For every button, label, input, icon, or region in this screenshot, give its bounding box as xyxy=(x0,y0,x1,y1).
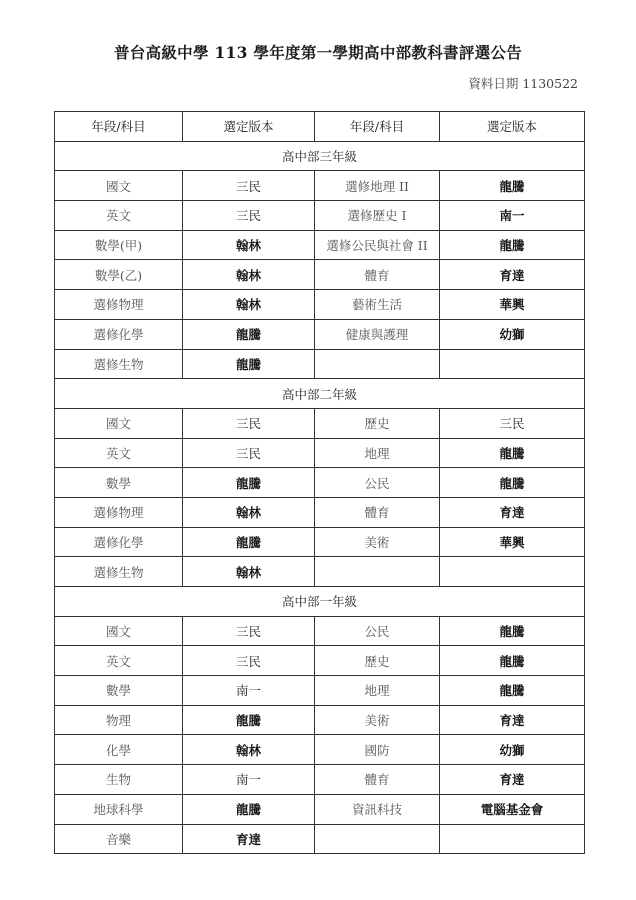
version-cell: 龍騰 xyxy=(440,230,585,260)
subject-cell: 體育 xyxy=(315,497,440,527)
table-row xyxy=(55,765,585,795)
table-row xyxy=(55,616,585,646)
table-row xyxy=(55,319,585,349)
subject-cell: 國防 xyxy=(315,735,440,765)
table-row xyxy=(55,408,585,438)
version-cell: 翰林 xyxy=(183,290,315,320)
version-cell: 育達 xyxy=(440,705,585,735)
table-row xyxy=(55,557,585,587)
subject-cell: 地理 xyxy=(315,676,440,706)
version-cell: 龍騰 xyxy=(440,468,585,498)
version-cell: 南一 xyxy=(183,676,315,706)
subject-cell: 國文 xyxy=(55,616,183,646)
version-cell xyxy=(440,824,585,854)
version-cell: 華興 xyxy=(440,290,585,320)
section-row xyxy=(55,587,585,617)
version-cell: 育達 xyxy=(440,765,585,795)
table-row xyxy=(55,201,585,231)
table-row xyxy=(55,794,585,824)
header-version-1: 選定版本 xyxy=(183,112,315,142)
version-cell: 南一 xyxy=(440,201,585,231)
version-cell: 翰林 xyxy=(183,735,315,765)
version-cell: 三民 xyxy=(183,438,315,468)
subject-cell: 英文 xyxy=(55,646,183,676)
subject-cell: 美術 xyxy=(315,705,440,735)
version-cell: 龍騰 xyxy=(183,705,315,735)
section-title: 高中部三年級 xyxy=(55,141,585,171)
subject-cell: 公民 xyxy=(315,468,440,498)
version-cell: 龍騰 xyxy=(183,527,315,557)
version-cell: 翰林 xyxy=(183,230,315,260)
subject-cell: 選修物理 xyxy=(55,290,183,320)
subject-cell: 選修公民與社會 II xyxy=(315,230,440,260)
table-row xyxy=(55,824,585,854)
version-cell: 翰林 xyxy=(183,260,315,290)
table-row xyxy=(55,527,585,557)
header-row xyxy=(55,112,585,142)
subject-cell: 生物 xyxy=(55,765,183,795)
subject-cell: 國文 xyxy=(55,408,183,438)
version-cell: 龍騰 xyxy=(440,438,585,468)
version-cell: 龍騰 xyxy=(440,676,585,706)
subject-cell: 地球科學 xyxy=(55,794,183,824)
version-cell: 育達 xyxy=(183,824,315,854)
version-cell: 三民 xyxy=(183,171,315,201)
subject-cell: 美術 xyxy=(315,527,440,557)
table-body xyxy=(55,141,585,854)
section-row xyxy=(55,141,585,171)
subject-cell: 化學 xyxy=(55,735,183,765)
subject-cell: 藝術生活 xyxy=(315,290,440,320)
subject-cell: 英文 xyxy=(55,201,183,231)
table-row xyxy=(55,438,585,468)
subject-cell: 選修歷史 I xyxy=(315,201,440,231)
version-cell: 育達 xyxy=(440,497,585,527)
table-row xyxy=(55,290,585,320)
version-cell: 翰林 xyxy=(183,497,315,527)
section-row xyxy=(55,379,585,409)
subject-cell: 音樂 xyxy=(55,824,183,854)
version-cell: 華興 xyxy=(440,527,585,557)
header-version-2: 選定版本 xyxy=(440,112,585,142)
table-row xyxy=(55,646,585,676)
version-cell: 三民 xyxy=(183,646,315,676)
textbook-table xyxy=(54,111,585,854)
table-row xyxy=(55,260,585,290)
version-cell: 龍騰 xyxy=(440,616,585,646)
version-cell: 龍騰 xyxy=(183,319,315,349)
subject-cell: 國文 xyxy=(55,171,183,201)
header-subject-1: 年段/科目 xyxy=(55,112,183,142)
version-cell: 三民 xyxy=(440,408,585,438)
version-cell: 電腦基金會 xyxy=(440,794,585,824)
subject-cell: 選修生物 xyxy=(55,557,183,587)
subject-cell: 選修化學 xyxy=(55,527,183,557)
subject-cell: 選修生物 xyxy=(55,349,183,379)
subject-cell: 公民 xyxy=(315,616,440,646)
subject-cell: 數學 xyxy=(55,468,183,498)
version-cell: 三民 xyxy=(183,616,315,646)
version-cell: 南一 xyxy=(183,765,315,795)
version-cell: 育達 xyxy=(440,260,585,290)
subject-cell: 健康與護理 xyxy=(315,319,440,349)
subject-cell: 英文 xyxy=(55,438,183,468)
subject-cell: 體育 xyxy=(315,765,440,795)
version-cell: 三民 xyxy=(183,408,315,438)
subject-cell xyxy=(315,824,440,854)
version-cell xyxy=(440,557,585,587)
data-date: 資料日期 1130522 xyxy=(468,76,578,91)
subject-cell: 歷史 xyxy=(315,408,440,438)
table-row xyxy=(55,676,585,706)
subject-cell xyxy=(315,349,440,379)
subject-cell: 選修地理 II xyxy=(315,171,440,201)
subject-cell: 歷史 xyxy=(315,646,440,676)
subject-cell: 選修物理 xyxy=(55,497,183,527)
table-row xyxy=(55,230,585,260)
version-cell: 幼獅 xyxy=(440,319,585,349)
table-row xyxy=(55,171,585,201)
subject-cell xyxy=(315,557,440,587)
subject-cell: 物理 xyxy=(55,705,183,735)
table-row xyxy=(55,735,585,765)
table-row xyxy=(55,468,585,498)
version-cell: 龍騰 xyxy=(183,349,315,379)
subject-cell: 數學 xyxy=(55,676,183,706)
version-cell xyxy=(440,349,585,379)
table-row xyxy=(55,349,585,379)
subject-cell: 體育 xyxy=(315,260,440,290)
subject-cell: 數學(乙) xyxy=(55,260,183,290)
subject-cell: 資訊科技 xyxy=(315,794,440,824)
section-title: 高中部一年級 xyxy=(55,587,585,617)
version-cell: 龍騰 xyxy=(440,171,585,201)
table-row xyxy=(55,497,585,527)
version-cell: 龍騰 xyxy=(440,646,585,676)
table-row xyxy=(55,705,585,735)
version-cell: 龍騰 xyxy=(183,468,315,498)
subject-cell: 地理 xyxy=(315,438,440,468)
header-subject-2: 年段/科目 xyxy=(315,112,440,142)
version-cell: 三民 xyxy=(183,201,315,231)
page-title: 普台高級中學 113 學年度第一學期高中部教科書評選公告 xyxy=(113,43,523,62)
subject-cell: 選修化學 xyxy=(55,319,183,349)
version-cell: 翰林 xyxy=(183,557,315,587)
subject-cell: 數學(甲) xyxy=(55,230,183,260)
section-title: 高中部二年級 xyxy=(55,379,585,409)
version-cell: 龍騰 xyxy=(183,794,315,824)
version-cell: 幼獅 xyxy=(440,735,585,765)
